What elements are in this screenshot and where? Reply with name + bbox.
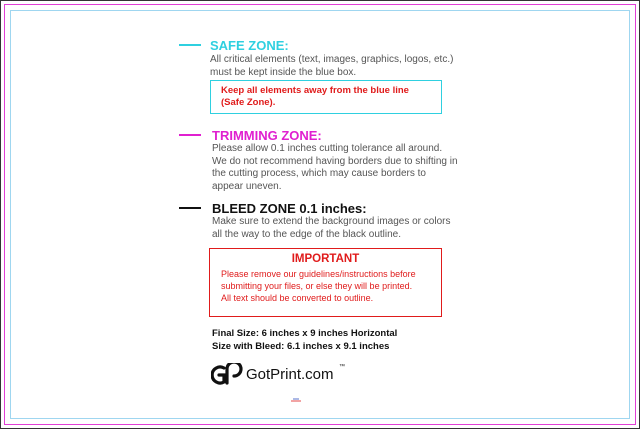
bleed-zone-line: all the way to the edge of the black outline.: [212, 228, 402, 240]
trimming-zone-swatch: [179, 134, 201, 136]
important-box: [209, 248, 442, 317]
important-line: submitting your files, or else they will be printed.: [221, 281, 413, 291]
bleed-zone-title: BLEED ZONE 0.1 inches:: [212, 201, 367, 216]
safe-zone-swatch: [179, 44, 201, 46]
important-line: Please remove our guidelines/instructions before: [221, 269, 416, 279]
gotprint-logo-text: GotPrint.com: [246, 366, 334, 383]
safe-zone-box-line: Keep all elements away from the blue line: [221, 85, 409, 96]
final-size-text: Final Size: 6 inches x 9 inches Horizontal: [212, 328, 398, 339]
safe-zone-description: [210, 54, 453, 79]
bleed-zone-line: Make sure to extend the background images or colors: [212, 216, 451, 227]
important-line: All text should be converted to outline.: [221, 293, 374, 303]
bleed-size-text: Size with Bleed: 6.1 inches x 9.1 inches: [212, 341, 390, 352]
safe-zone-line: must be kept inside the blue box.: [210, 66, 357, 78]
size-info: [212, 327, 397, 353]
safe-zone-title: SAFE ZONE:: [210, 38, 289, 53]
trimming-zone-description: [212, 143, 458, 193]
trimming-zone-line: the cutting process, which may cause borders to: [212, 168, 426, 179]
trimming-zone-line: appear uneven.: [212, 180, 282, 192]
small-mark-icon: [291, 389, 301, 393]
important-title: IMPORTANT: [291, 253, 360, 265]
important-description: [221, 268, 416, 304]
gotprint-logo-trademark: ™: [339, 364, 345, 370]
safe-zone-box-text: [221, 85, 409, 109]
gotprint-logo-mark-icon: [211, 363, 243, 387]
bleed-zone-swatch: [179, 207, 201, 209]
safe-zone-line: All critical elements (text, images, graphics, logos, etc.): [210, 54, 454, 65]
trimming-zone-title: TRIMMING ZONE:: [212, 128, 322, 143]
bleed-zone-description: [212, 216, 450, 241]
trimming-zone-line: Please allow 0.1 inches cutting tolerance all around.: [212, 143, 443, 154]
trimming-zone-line: We do not recommend having borders due to shifting in: [212, 155, 458, 167]
safe-zone-box: [210, 80, 442, 114]
safe-zone-box-line: (Safe Zone).: [221, 97, 276, 108]
